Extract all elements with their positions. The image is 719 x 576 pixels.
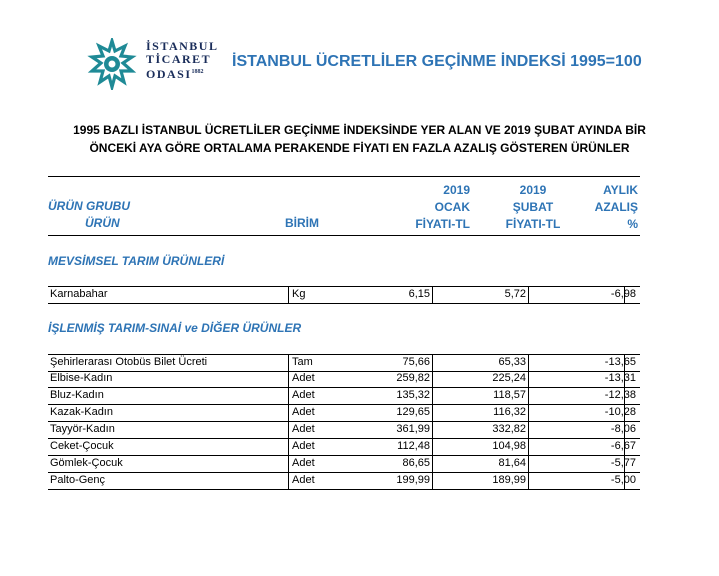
january-price: 86,65 [402, 457, 430, 469]
section-title-processed: İŞLENMİŞ TARIM-SINAİ ve DİĞER ÜRÜNLER [48, 321, 302, 335]
header-monthly-decrease: AYLIK AZALIŞ % [594, 183, 638, 231]
product-name: Şehirlerarası Otobüs Bilet Ücreti [50, 356, 208, 368]
product-name: Karnabahar [50, 288, 108, 300]
january-price: 199,99 [396, 474, 430, 486]
february-price: 189,99 [492, 474, 526, 486]
february-price: 332,82 [492, 423, 526, 435]
product-unit: Adet [292, 406, 315, 418]
table-row [48, 439, 640, 456]
table-row [48, 371, 640, 388]
header-product: ÜRÜN [85, 216, 120, 230]
february-price: 5,72 [504, 288, 526, 300]
subtitle-line-2: ÖNCEKİ AYA GÖRE ORTALAMA PERAKENDE FİYATI EN FAZLA AZALIŞ GÖSTEREN ÜRÜNLER [89, 141, 630, 155]
header-product-group: ÜRÜN GRUBU [48, 199, 130, 213]
product-name: Palto-Genç [50, 474, 106, 486]
table-header-rule [48, 235, 640, 236]
product-unit: Kg [292, 288, 306, 300]
table-row [48, 405, 640, 422]
monthly-change: -5,77 [610, 457, 636, 469]
monthly-change: -6,67 [610, 440, 636, 452]
header-unit: BİRİM [285, 216, 319, 230]
product-name: Elbise-Kadın [50, 372, 113, 384]
monthly-change: -10,28 [604, 406, 636, 418]
product-name: Kazak-Kadın [50, 406, 113, 418]
product-unit: Adet [292, 457, 315, 469]
product-unit: Adet [292, 372, 315, 384]
org-year: 1882 [191, 69, 204, 75]
org-line-2: TİCARET [146, 52, 212, 66]
header-january-price: 2019 OCAK FİYATI-TL [415, 183, 470, 231]
february-price: 118,57 [493, 389, 526, 401]
february-price: 81,64 [498, 457, 526, 469]
february-price: 65,33 [498, 356, 526, 368]
product-name: Ceket-Çocuk [50, 440, 114, 452]
org-line-3: $ODASI^{1882}$ [146, 67, 204, 81]
table-top-rule [48, 176, 640, 177]
monthly-change: -13,31 [604, 372, 636, 384]
february-price: 116,32 [493, 406, 526, 418]
document-title: İSTANBUL ÜCRETLİLER GEÇİNME İNDEKSİ 1995=100 [232, 53, 642, 70]
product-unit: Adet [292, 389, 315, 401]
table-row [48, 422, 640, 439]
table-row [48, 456, 640, 473]
product-unit: Tam [292, 356, 313, 368]
table-row [48, 473, 640, 490]
january-price: 361,99 [396, 423, 430, 435]
monthly-change: -8,06 [610, 423, 636, 435]
organization-name [146, 40, 218, 81]
january-price: 129,65 [396, 406, 430, 418]
org-line-1: İSTANBUL [146, 39, 219, 53]
table-row [48, 388, 640, 405]
product-unit: Adet [292, 440, 315, 452]
january-price: 259,82 [396, 372, 430, 384]
chamber-logo-icon [86, 38, 138, 90]
january-price: 75,66 [402, 356, 430, 368]
header-february-price: 2019 ŞUBAT FİYATI-TL [505, 183, 561, 231]
february-price: 225,24 [492, 372, 526, 384]
january-price: 112,48 [397, 440, 430, 452]
monthly-change: -13,65 [604, 356, 636, 368]
january-price: 135,32 [396, 389, 430, 401]
subtitle-line-1: 1995 BAZLI İSTANBUL ÜCRETLİLER GEÇİNME İNDEKSİNDE YER ALAN VE 2019 ŞUBAT AYINDA BİR [73, 123, 646, 137]
product-name: Bluz-Kadın [50, 389, 104, 401]
february-price: 104,98 [492, 440, 526, 452]
monthly-change: -12,38 [604, 389, 636, 401]
product-name: Tayyör-Kadın [50, 423, 115, 435]
table-row [48, 354, 640, 372]
product-unit: Adet [292, 474, 315, 486]
section-title-seasonal: MEVSİMSEL TARIM ÜRÜNLERİ [48, 254, 225, 268]
product-unit: Adet [292, 423, 315, 435]
monthly-change: -6,98 [610, 288, 636, 300]
january-price: 6,15 [408, 288, 430, 300]
monthly-change: -5,00 [610, 474, 636, 486]
product-name: Gömlek-Çocuk [50, 457, 123, 469]
table-row [48, 286, 640, 304]
